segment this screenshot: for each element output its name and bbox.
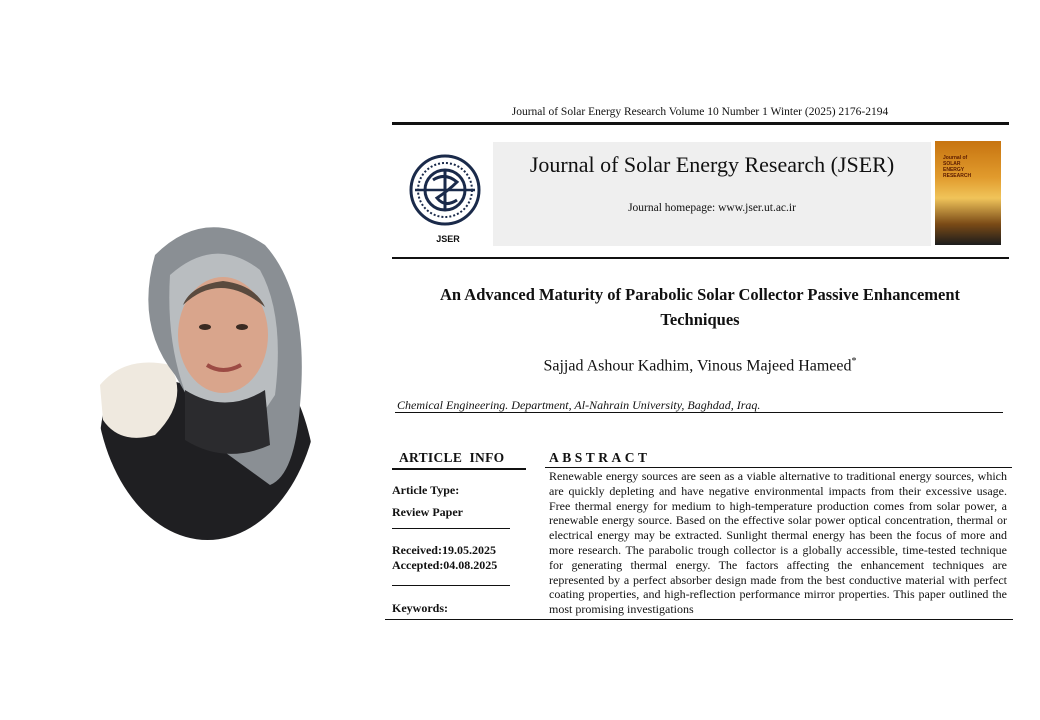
cover-line: Journal of	[943, 155, 968, 161]
jser-seal-icon	[405, 152, 485, 232]
article-info-separator	[392, 528, 510, 529]
journal-homepage: Journal homepage: www.jser.ut.ac.ir	[628, 202, 796, 214]
journal-cover	[935, 141, 1001, 245]
abstract-rule	[545, 467, 1012, 468]
authors	[385, 356, 1015, 375]
masthead-rule	[392, 257, 1009, 259]
article-type-value: Review Paper	[392, 505, 463, 519]
paper-title-line: Techniques	[660, 310, 740, 329]
header-rule	[392, 122, 1009, 125]
affiliation-rule	[395, 412, 1003, 413]
article-info-heading: ARTICLE INFO	[399, 450, 505, 465]
cover-line: SOLAR	[943, 161, 961, 167]
cover-line: RESEARCH	[943, 173, 972, 179]
author-portrait	[95, 215, 320, 540]
author-names: Sajjad Ashour Kadhim, Vinous Majeed Hameed	[543, 357, 852, 375]
received-date: Received:19.05.2025	[392, 543, 496, 557]
abstract-text: Renewable energy sources are seen as a viable alternative to traditional energy sources, which are quickly depleting and have negative environmental impacts from their excessive usage. Free thermal energy for medium to high-temperature production comes from solar power, a renewable energy source. Based on the effective solar power optical concentration, thermal or electrical energy may be extracted. Sunlight thermal energy has been the focus of more and more research. The parabolic trough collector is a globally accessible, time-tested technique for generating thermal energy. The factors affecting the enhancement techniques are represented by a perfect absorber design made from the best conductive material with perfect coating properties, and high-reflection performance mirror properties. This paper outlined the most promising investigations	[549, 469, 1007, 617]
paper-title	[385, 282, 1015, 332]
article-info-rule	[392, 468, 526, 470]
article-type-label: Article Type:	[392, 483, 460, 497]
running-header: Journal of Solar Energy Research Volume 10 Number 1 Winter (2025) 2176-2194	[511, 106, 889, 118]
logo-text: JSER	[436, 234, 460, 244]
paper-title-line: An Advanced Maturity of Parabolic Solar Collector Passive Enhancement	[439, 285, 961, 304]
bottom-rule	[385, 619, 1013, 620]
masthead	[405, 138, 1005, 248]
accepted-date: Accepted:04.08.2025	[392, 558, 498, 572]
abstract-heading: ABSTRACT	[549, 450, 651, 465]
article-info-separator	[392, 585, 510, 586]
keywords-label: Keywords:	[392, 601, 448, 615]
journal-title: Journal of Solar Energy Research (JSER)	[529, 152, 895, 177]
paper-page	[385, 100, 1015, 620]
affiliation: Chemical Engineering. Department, Al-Nahrain University, Baghdad, Iraq.	[397, 398, 761, 412]
journal-banner	[493, 142, 931, 246]
journal-logo	[405, 152, 491, 248]
corresponding-mark: *	[851, 356, 857, 367]
cover-line: ENERGY	[943, 167, 965, 173]
portrait-image	[95, 215, 320, 540]
cover-text	[943, 155, 971, 179]
